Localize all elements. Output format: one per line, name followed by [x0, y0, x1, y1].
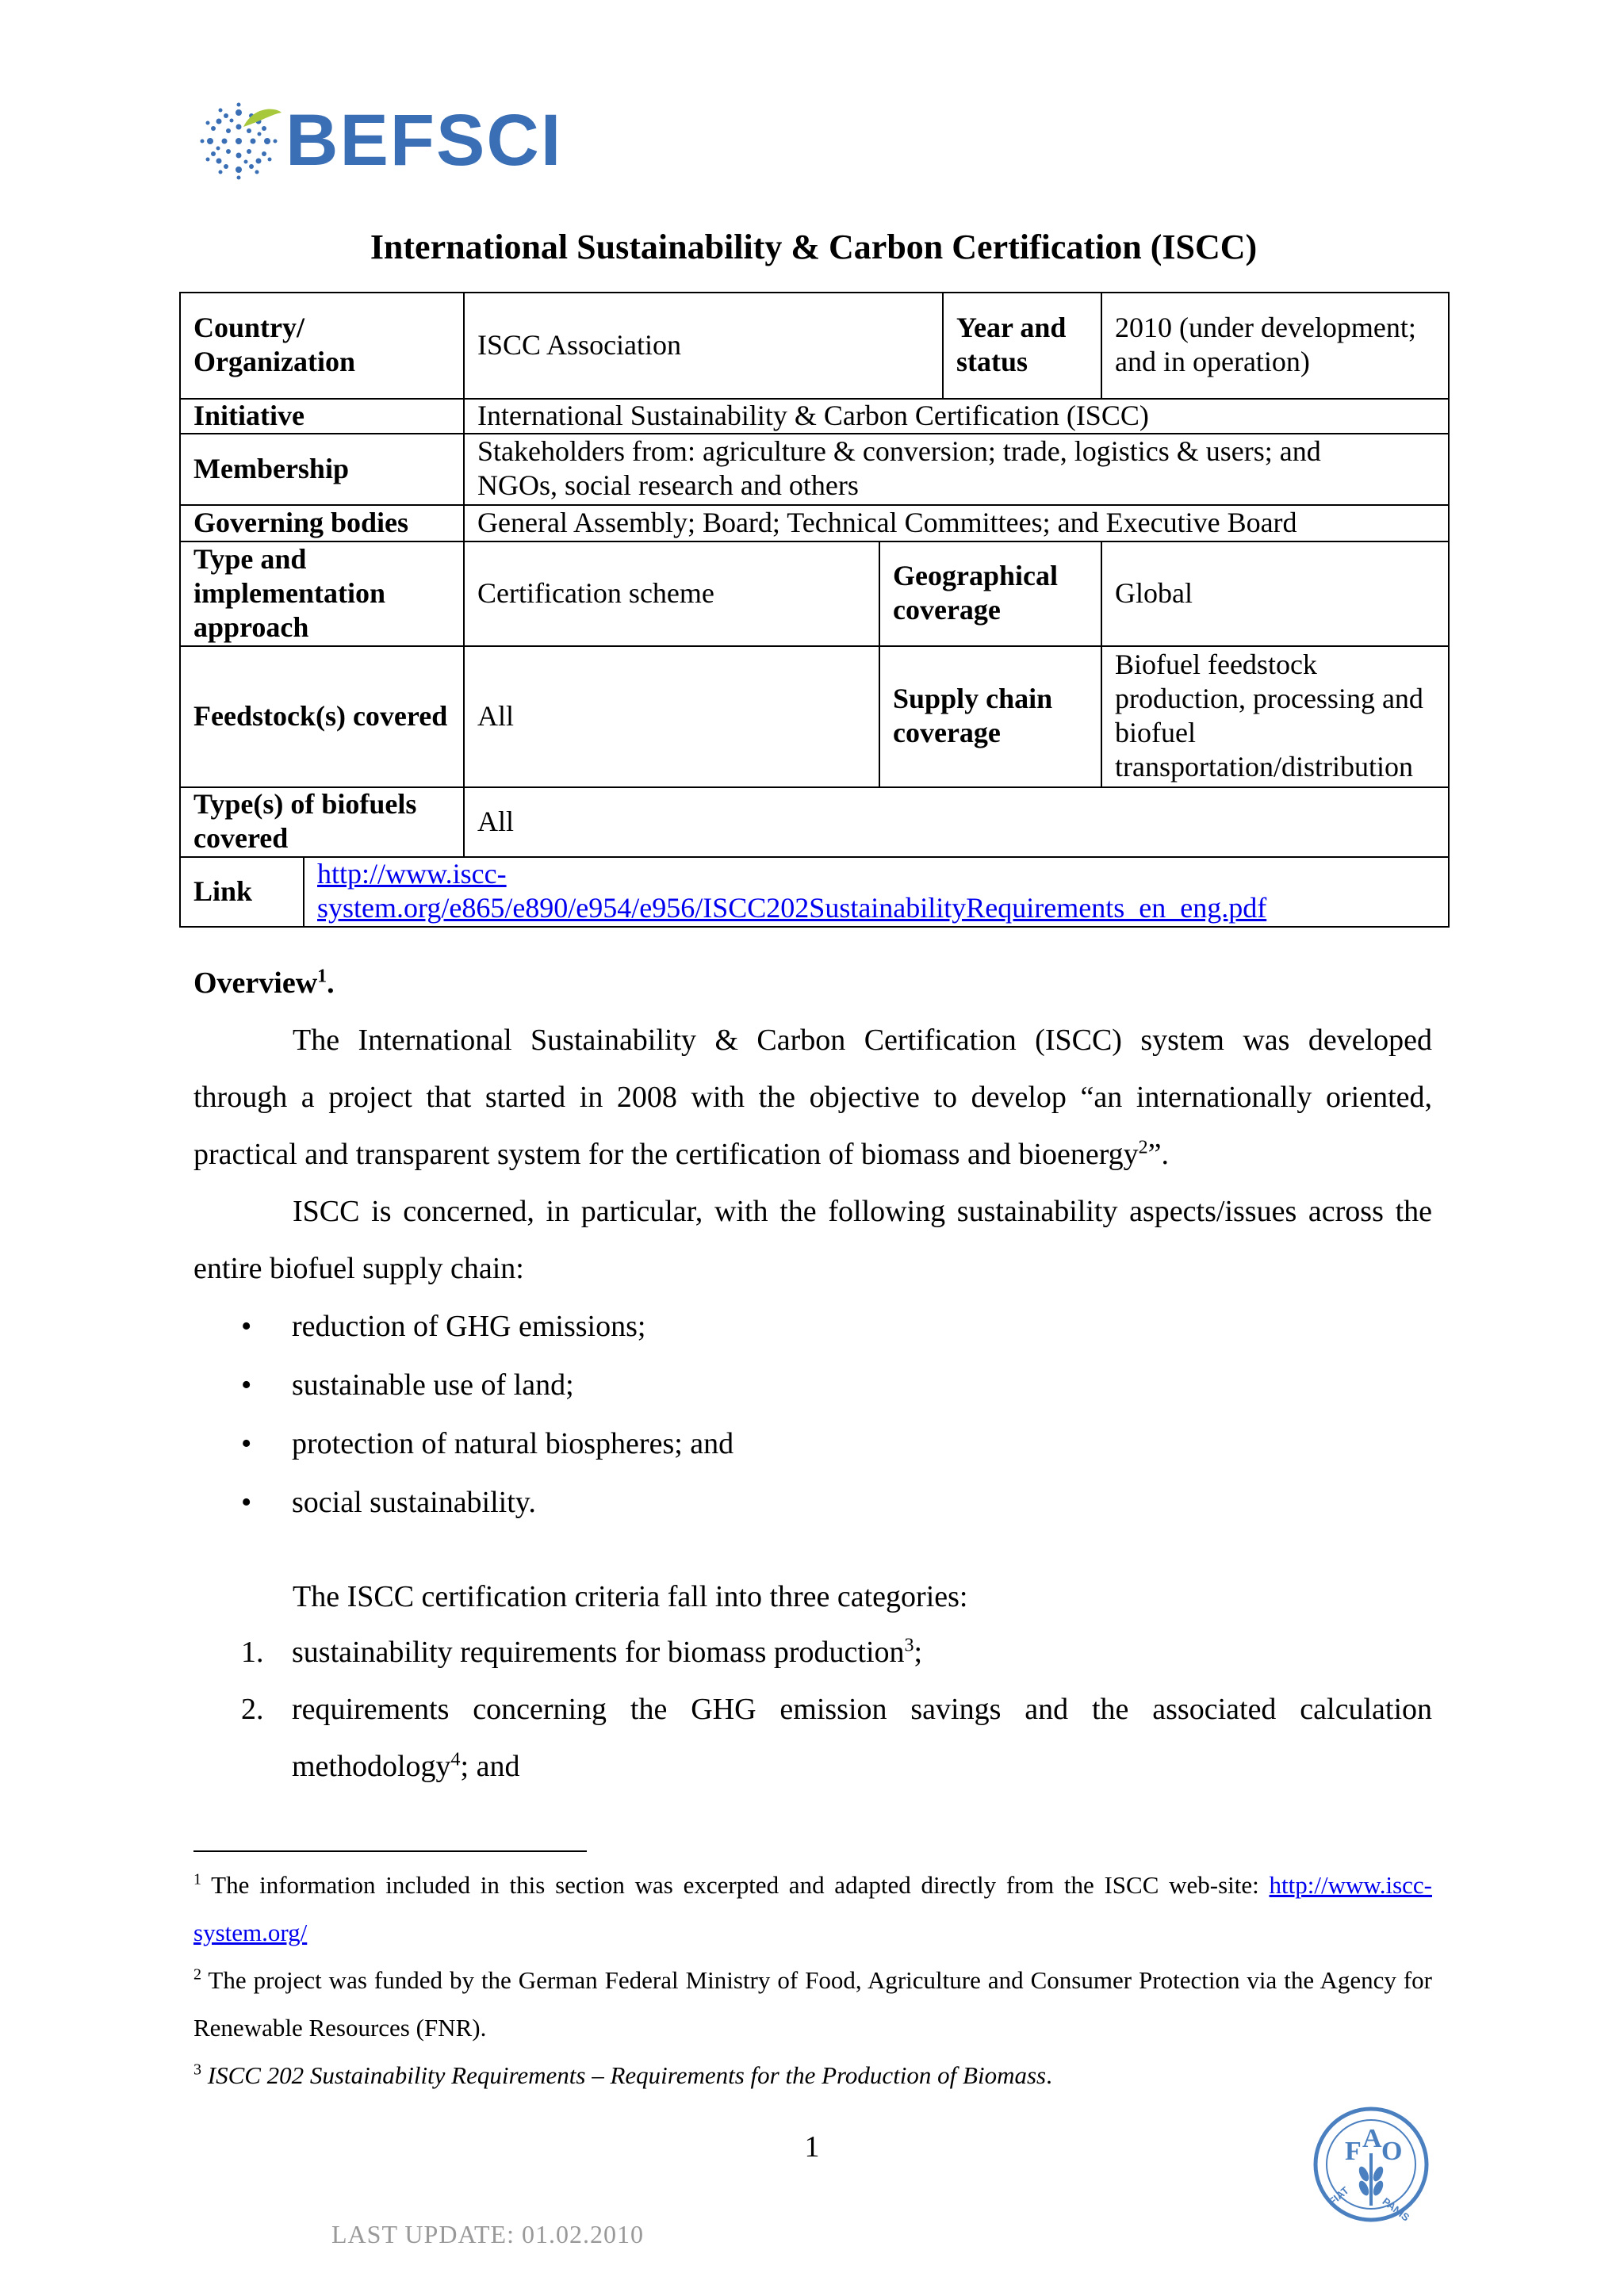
bullet-icon: • — [241, 1427, 252, 1460]
feedstock-label: Feedstock(s) covered — [193, 699, 448, 732]
link-label: Link — [193, 874, 253, 907]
overview-paragraph-1 — [193, 1012, 1432, 1183]
governing-value: General Assembly; Board; Technical Committees; and Executive Board — [477, 506, 1297, 538]
footnote-3: $^3$ ISCC 202 Sustainability Requirements – Requirements for the Production of Biomass. — [193, 2061, 1052, 2089]
info-table — [179, 292, 1448, 926]
geo-value: Global — [1115, 576, 1193, 609]
list-item: 1. sustainability requirements for biomass production$^3$; — [193, 1624, 1432, 1681]
list-item: • social sustainability. — [193, 1473, 1432, 1532]
supply-label: Supply chain coverage — [893, 683, 1053, 748]
link-cell — [303, 856, 1448, 926]
initiative-value: International Sustainability & Carbon Certification (ISCC) — [477, 399, 1149, 431]
list-item: • protection of natural biospheres; and — [193, 1414, 1432, 1473]
list-item: 2. requirements concerning the GHG emission savings and the associated calculation methodology$^4$; and — [193, 1681, 1432, 1795]
befsci-logo — [194, 94, 563, 189]
list-number: 2. — [241, 1693, 264, 1726]
bullet-icon: • — [241, 1368, 252, 1402]
overview-paragraph-3 — [193, 1568, 1432, 1625]
biofuels-value: All — [477, 805, 515, 837]
supply-value: Biofuel feedstock production, processing and biofuel transportation/distribution — [1115, 649, 1423, 783]
page-number: 1 — [804, 2130, 820, 2164]
initiative-label: Initiative — [193, 399, 304, 431]
iscc-website-link[interactable]: http://www.iscc-system.org/ — [193, 1871, 1432, 1946]
fao-letter-o: O — [1381, 2137, 1403, 2166]
year-label: Year and status — [956, 312, 1067, 377]
fao-motto-right: PANIS — [1380, 2195, 1412, 2224]
biofuels-label: Type(s) of biofuels covered — [193, 788, 417, 854]
country-label: Country/ Organization — [193, 312, 355, 377]
criteria-list — [193, 1624, 1432, 1795]
overview-heading — [193, 959, 1432, 1007]
footnotes — [193, 1862, 1432, 2099]
list-item: • reduction of GHG emissions; — [193, 1297, 1432, 1356]
bullet-icon: • — [241, 1486, 252, 1519]
overview-paragraph-2 — [193, 1183, 1432, 1297]
footnote-ref-2[interactable]: 2 — [1138, 1137, 1148, 1158]
page-title: International Sustainability & Carbon Certification (ISCC) — [370, 228, 1258, 266]
geo-label: Geographical coverage — [893, 560, 1058, 626]
leaf-icon — [243, 109, 282, 127]
membership-label: Membership — [193, 452, 349, 484]
fao-logo — [1312, 2101, 1431, 2228]
overview-heading-end: . — [327, 966, 335, 1000]
fao-emblem-icon — [1312, 2101, 1431, 2228]
aspects-list — [193, 1297, 1432, 1532]
paragraph-2-text: ISCC is concerned, in particular, with the following sustainability aspects/issues across the entire biofuel supply chain: — [193, 1195, 1432, 1285]
paragraph-1-end: ”. — [1147, 1138, 1170, 1171]
list-item: • sustainable use of land; — [193, 1356, 1432, 1414]
country-value: ISCC Association — [477, 328, 682, 361]
type-label: Type and implementation approach — [193, 542, 385, 643]
bullet-icon: • — [241, 1310, 252, 1343]
feedstock-value: All — [477, 699, 515, 732]
iscc-requirements-link[interactable] — [317, 857, 1448, 925]
list-number: 1. — [241, 1636, 264, 1669]
last-update: LAST UPDATE: 01.02.2010 — [331, 2220, 644, 2248]
footnote-2: $^2$ The project was funded by the German Federal Ministry of Food, Agriculture and Consumer Protection via the Agency for Renewable Resources (FNR). — [193, 1965, 1432, 2042]
paragraph-3-text: The ISCC certification criteria fall into three categories: — [293, 1580, 968, 1613]
link-line-2: system.org/e865/e890/e954/e956/ISCC202SustainabilityRequirements_en_eng.pdf — [317, 892, 1267, 924]
footnote-separator — [193, 1850, 587, 1852]
footnote-ref-1[interactable]: 1 — [317, 966, 327, 987]
logo-wordmark: BEFSCI — [285, 100, 563, 181]
footnote-ref-4[interactable]: 4 — [450, 1749, 461, 1770]
overview-heading-text: Overview — [193, 966, 318, 1000]
fao-letter-f: F — [1345, 2137, 1362, 2166]
paragraph-1-text: The International Sustainability & Carbon Certification (ISCC) system was developed through a project that started in 2008 with the objective to develop “an internationally oriented, practical and transparent system for the certification of biomass and bioenergy — [193, 1024, 1432, 1171]
membership-value: Stakeholders from: agriculture & conversion; trade, logistics & users; and NGOs, social research and others — [477, 435, 1321, 501]
year-value: 2010 (under development; and in operation) — [1115, 312, 1416, 377]
fao-letter-a: A — [1362, 2124, 1382, 2153]
type-value: Certification scheme — [477, 576, 714, 609]
governing-label: Governing bodies — [193, 506, 409, 538]
fao-motto-left: FIAT — [1326, 2184, 1351, 2208]
globe-icon — [194, 97, 283, 186]
link-line-1: http://www.iscc- — [317, 858, 507, 890]
footnote-1: $^1$ The information included in this section was excerpted and adapted directly from the ISCC web-site: http://www.iscc-system.org/ — [193, 1870, 1432, 1946]
footnote-ref-3[interactable]: 3 — [904, 1635, 914, 1656]
